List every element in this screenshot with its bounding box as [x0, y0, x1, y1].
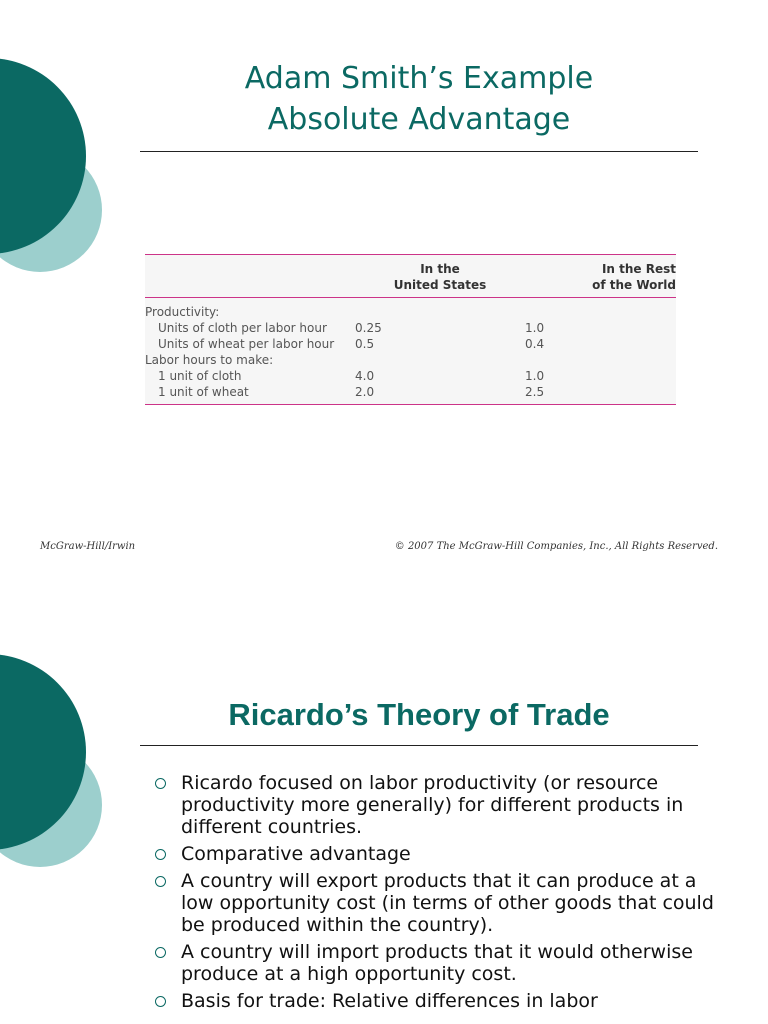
list-item	[155, 941, 715, 985]
table-row	[145, 320, 676, 336]
list-item	[155, 843, 715, 865]
publisher-footer: McGraw-Hill/Irwin	[40, 541, 136, 552]
table-row	[145, 336, 676, 352]
bullet-text: Basis for trade: Relative differences in labor	[181, 990, 598, 1012]
list-item	[155, 870, 715, 936]
header-united-states	[355, 255, 525, 298]
hollow-circle-bullet-icon	[155, 849, 166, 860]
table-header-row	[145, 255, 676, 298]
decorative-circles	[0, 592, 110, 902]
row-label: Units of cloth per labor hour	[158, 321, 327, 335]
cell-us	[355, 352, 525, 368]
productivity-table	[145, 254, 676, 405]
cell-us: 4.0	[355, 369, 375, 383]
bullet-text: A country will export products that it can produce at a low opportunity cost (in terms of other goods that could be produced within the country).	[181, 870, 714, 936]
title-line-2: Absolute Advantage	[267, 102, 571, 137]
hollow-circle-bullet-icon	[155, 778, 166, 789]
row-label: Labor hours to make:	[145, 353, 274, 367]
cell-us: 2.0	[355, 384, 525, 405]
cell-rest: 2.5	[525, 384, 676, 405]
bullet-text: A country will import products that it would otherwise produce at a high opportunity cost.	[181, 941, 693, 985]
header-row-line1: In the Rest	[601, 262, 676, 276]
slide-title	[140, 58, 698, 140]
cell-rest: 1.0	[525, 321, 545, 335]
cell-us: 0.5	[355, 337, 375, 351]
header-rest-of-world	[525, 255, 676, 298]
row-label: Productivity:	[145, 305, 220, 319]
decorative-circles	[0, 0, 110, 310]
row-label: 1 unit of wheat	[145, 384, 355, 405]
slide-title: Ricardo’s Theory of Trade	[228, 697, 610, 732]
table-row	[145, 384, 676, 405]
table-row	[145, 304, 676, 320]
row-label: 1 unit of cloth	[158, 369, 242, 383]
table-row	[145, 368, 676, 384]
list-item	[155, 990, 715, 1012]
copyright-footer: © 2007 The McGraw-Hill Companies, Inc., All Rights Reserved.	[394, 541, 718, 552]
list-item	[155, 772, 715, 838]
header-row-line2: of the World	[592, 278, 676, 292]
header-us-line2: United States	[393, 278, 487, 292]
bullet-text: Comparative advantage	[181, 843, 411, 865]
title-underline	[140, 151, 698, 152]
row-label: Units of wheat per labor hour	[158, 337, 335, 351]
hollow-circle-bullet-icon	[155, 996, 166, 1007]
bullet-text: Ricardo focused on labor productivity (or resource productivity more generally) for different products in different countries.	[181, 772, 684, 838]
cell-rest	[525, 304, 676, 320]
hollow-circle-bullet-icon	[155, 947, 166, 958]
cell-rest: 1.0	[525, 369, 545, 383]
cell-rest: 0.4	[525, 337, 545, 351]
hollow-circle-bullet-icon	[155, 876, 166, 887]
title-line-1: Adam Smith’s Example	[244, 61, 594, 96]
slide-ricardo-theory	[0, 592, 768, 1024]
header-us-line1: In the	[420, 262, 460, 276]
cell-rest	[525, 352, 676, 368]
cell-us: 0.25	[355, 321, 382, 335]
bullet-list	[155, 772, 715, 1017]
title-underline	[140, 745, 698, 746]
table-row	[145, 352, 676, 368]
cell-us	[355, 304, 525, 320]
header-blank	[145, 255, 355, 298]
